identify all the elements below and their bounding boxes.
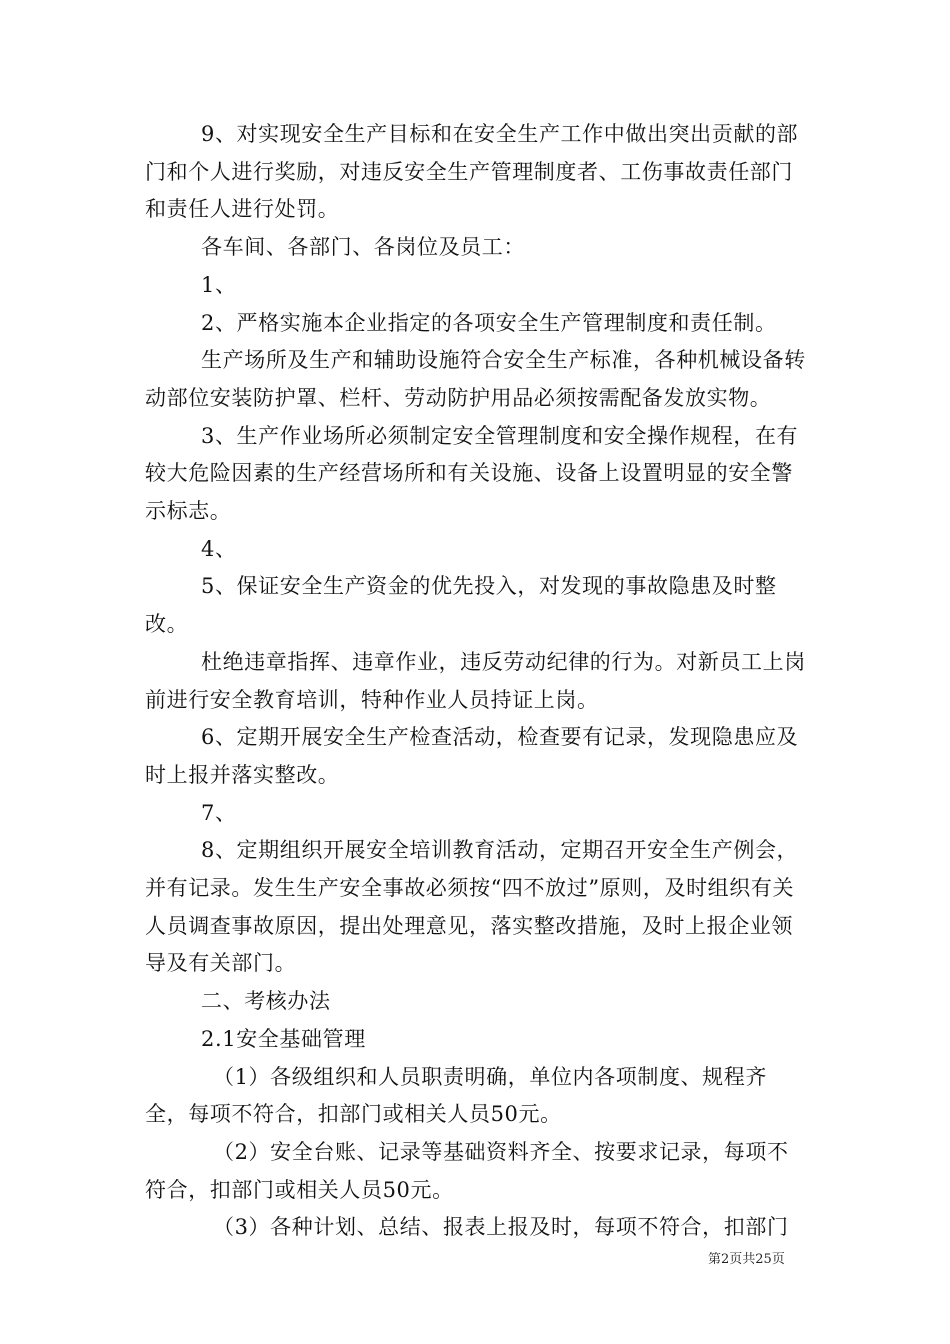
document-body [145, 116, 810, 1247]
subsection-heading-2-1: 2.1安全基础管理 [201, 1026, 366, 1051]
paragraph-item-3: （3）各种计划、总结、报表上报及时，每项不符合，扣部门 [213, 1215, 789, 1240]
section-heading-assessment: 二、考核办法 [201, 989, 331, 1014]
paragraph-1: 9、对实现安全生产目标和在安全生产工作中做出突出贡献的部门和个人进行奖励，对违反安全生产管理制度者、工伤事故责任部门和责任人进行处罚。 [145, 122, 799, 222]
paragraph-12: 8、定期组织开展安全培训教育活动，定期召开安全生产例会，并有记录。发生生产安全事故必须按“四不放过”原则，及时组织有关人员调查事故原因，提出处理意见，落实整改措施，及时上报企业领导及有关部门。 [145, 838, 799, 976]
paragraph-3: 1、 [201, 272, 237, 297]
paragraph-7: 4、 [201, 536, 237, 561]
paragraph-10: 6、定期开展安全生产检查活动，检查要有记录，发现隐患应及时上报并落实整改。 [145, 725, 799, 787]
paragraph-item-1: （1）各级组织和人员职责明确，单位内各项制度、规程齐全，每项不符合，扣部门或相关人员50元。 [145, 1064, 767, 1127]
paragraph-item-2: （2）安全台账、记录等基础资料齐全、按要求记录，每项不符合，扣部门或相关人员50元。 [145, 1139, 789, 1202]
page-number: 第2页共25页 [708, 1252, 785, 1267]
paragraph-2: 各车间、各部门、各岗位及员工： [201, 235, 525, 260]
paragraph-4: 2、严格实施本企业指定的各项安全生产管理制度和责任制。 [201, 310, 777, 335]
paragraph-8: 5、保证安全生产资金的优先投入，对发现的事故隐患及时整改。 [145, 574, 777, 637]
paragraph-9: 杜绝违章指挥、违章作业，违反劳动纪律的行为。对新员工上岗前进行安全教育培训，特种作业人员持证上岗。 [145, 649, 806, 712]
paragraph-5: 生产场所及生产和辅助设施符合安全生产标准，各种机械设备转动部位安装防护罩、栏杆、劳动防护用品必须按需配备发放实物。 [145, 348, 806, 410]
paragraph-11: 7、 [201, 800, 237, 825]
paragraph-6: 3、生产作业场所必须制定安全管理制度和安全操作规程，在有较大危险因素的生产经营场所和有关设施、设备上设置明显的安全警示标志。 [145, 423, 799, 524]
